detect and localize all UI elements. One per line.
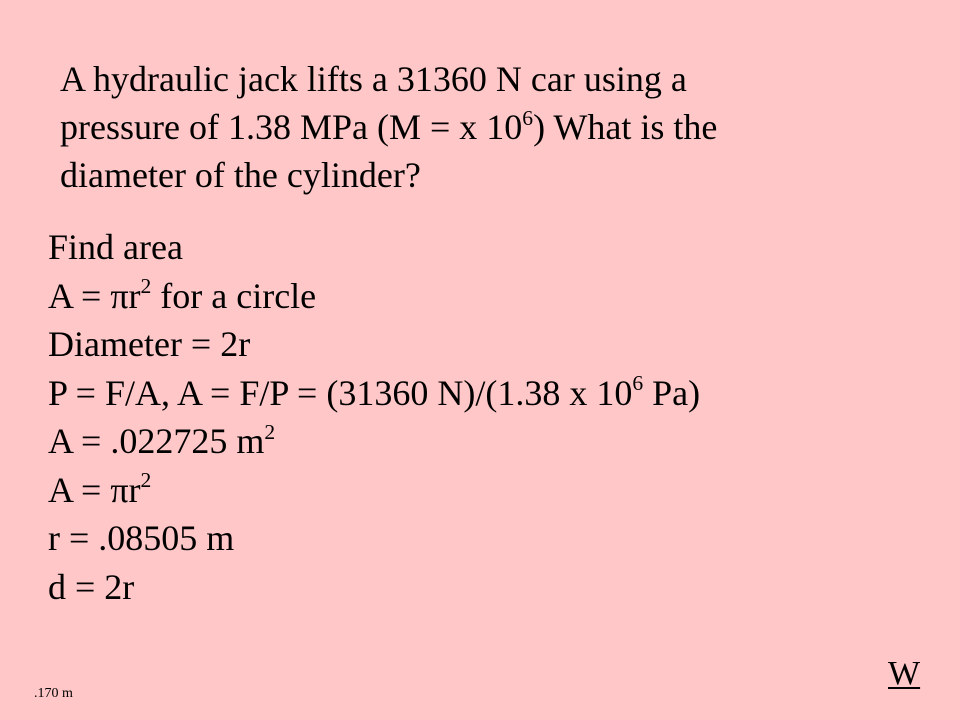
exponent: 2 xyxy=(140,274,152,299)
step-diameter: Diameter = 2r xyxy=(48,324,251,364)
step-radius: r = .08505 m xyxy=(48,518,235,558)
answer-footnote: .170 m xyxy=(34,686,73,701)
step-area-formula-2: $A = \pi r^2$ xyxy=(48,468,152,510)
step-find-area: Find area xyxy=(48,227,183,267)
solution-steps xyxy=(48,223,928,611)
step-area-formula: $A = \pi r^2$ for a circle xyxy=(48,274,317,316)
exponent: 6 xyxy=(632,371,644,396)
question-text xyxy=(60,55,920,199)
step-area-value: A = .022725 $m^2$ xyxy=(48,419,276,461)
step-pressure: P = F/A, A = F/P = (31360 N)/(1.38 x $10^6$ Pa) xyxy=(48,371,701,413)
step-diameter-eq: d = 2r xyxy=(48,566,135,607)
w-link[interactable]: W xyxy=(888,655,921,692)
question-line-3: diameter of the cylinder? xyxy=(60,155,421,195)
exponent: 6 xyxy=(522,105,534,130)
exponent: 2 xyxy=(264,419,276,444)
question-line-1: A hydraulic jack lifts a 31360 N car using a xyxy=(60,59,687,99)
exponent: 2 xyxy=(140,468,152,493)
question-line-2: pressure of 1.38 MPa (M = x $10^6$) What is the xyxy=(60,105,718,147)
